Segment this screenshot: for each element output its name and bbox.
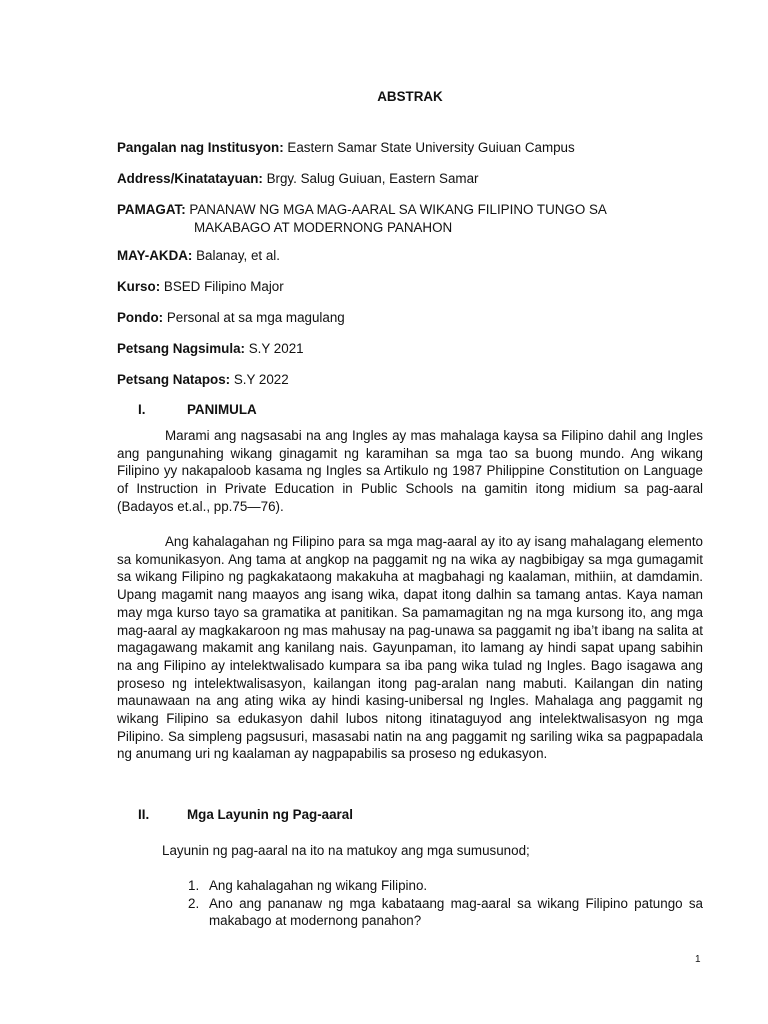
section-heading-layunin bbox=[138, 806, 353, 824]
list-item bbox=[162, 877, 703, 895]
field-value: S.Y 2022 bbox=[233, 372, 289, 387]
field-pondo bbox=[117, 309, 703, 327]
field-value: BSED Filipino Major bbox=[163, 279, 284, 294]
field-value: Personal at sa mga magulang bbox=[166, 310, 345, 325]
field-address bbox=[117, 170, 703, 188]
field-petsang-nagsimula bbox=[117, 340, 703, 358]
field-label: Pondo: bbox=[117, 310, 164, 325]
field-may-akda bbox=[117, 247, 703, 265]
field-petsang-natapos bbox=[117, 371, 703, 389]
field-institution bbox=[117, 139, 703, 157]
field-label: Address/Kinatatayuan: bbox=[117, 171, 263, 186]
list-number: 2. bbox=[188, 895, 200, 911]
section-number: II. bbox=[138, 807, 150, 822]
list-number: 1. bbox=[188, 878, 200, 893]
field-label: Petsang Nagsimula: bbox=[117, 341, 245, 356]
paragraph: Ang kahalagahan ng Filipino para sa mga mag-aaral ay ito ay isang mahalagang elemento sa komunikasyon. Ang tama at angkop na paggamit ng na wika ay nagbibigay sa mga gumagamit sa wikang Filipino ng pagkakataong makakuha at magbahagi ng kaalaman, mithiin, at damdamin. Upang magamit nang maayos ang isang wika, dapat itong dalhin sa tamang antas. Kaya naman may mga kurso tayo sa gramatika at panitikan. Sa pamamagitan ng na mga kursong ito, ang mga mag-aaral ay magkakaroon ng mas mahusay na pag-unawa sa paggamit ng iba’t ibang na salita at magagawang makamit ang kanilang nais. Gayunpaman, ito lamang ay hindi sapat upang sabihin na ang Filipino ay intelektwalisado kumpara sa iba pang wika tulad ng Ingles. Bago isagawa ang proseso ng intelektwalisasyon, kailangan itong pag-aralan nang mabuti. Kailangan din nating maunawaan na ang ating wika ay hindi kasing-unibersal ng Ingles. Mahalaga ang paggamit ng wikang Filipino sa edukasyon dahil lubos nitong itinataguyod ang intelektwalisasyon ng mga Pilipino. Sa simpleng pagsusuri, masasabi natin na ang paggamit ng sariling wika sa pagpapadala ng anumang uri ng kaalaman ay nagpapabilis sa proseso ng edukasyon. bbox=[117, 534, 703, 762]
field-value: S.Y 2021 bbox=[248, 341, 304, 356]
field-label: MAY-AKDA: bbox=[117, 248, 193, 263]
objectives-list bbox=[162, 877, 703, 930]
list-text: Ang kahalagahan ng wikang Filipino. bbox=[209, 878, 428, 893]
section-title: PANIMULA bbox=[187, 402, 257, 417]
field-label: Petsang Natapos: bbox=[117, 372, 231, 387]
objectives-intro: Layunin ng pag-aaral na ito na matukoy ang mga sumusunod; bbox=[162, 843, 530, 858]
field-value-line1: PANANAW NG MGA MAG-AARAL SA WIKANG FILIPINO TUNGO SA bbox=[189, 202, 607, 217]
field-value: Eastern Samar State University Guiuan Campus bbox=[287, 140, 575, 155]
field-value-line2: MAKABAGO AT MODERNONG PANAHON bbox=[194, 220, 453, 235]
paragraph: Marami ang nagsasabi na ang Ingles ay mas mahalaga kaysa sa Filipino dahil ang Ingles ang pangunahing wikang ginagamit ng karamihan sa mga tao sa buong mundo. Ang wikang Filipino yy nakapaloob kasama ng Ingles sa Artikulo ng 1987 Philippine Constitution on Language of Instruction in Private Education in Public Schools na gamitin itong midium sa pag-aaral (Badayos et.al., pp.75—76). bbox=[117, 428, 703, 514]
page-number: 1 bbox=[695, 954, 701, 965]
field-label: Kurso: bbox=[117, 279, 161, 294]
field-kurso bbox=[117, 278, 703, 296]
list-text: Ano ang pananaw ng mga kabataang mag-aaral sa wikang Filipino patungo sa makabago at modernong panahon? bbox=[209, 895, 703, 929]
section-number: I. bbox=[138, 402, 146, 417]
document-title: ABSTRAK bbox=[377, 89, 443, 104]
section-heading-panimula bbox=[138, 401, 257, 419]
field-label: Pangalan nag Institusyon: bbox=[117, 140, 284, 155]
field-pamagat bbox=[117, 201, 703, 237]
section-title: Mga Layunin ng Pag-aaral bbox=[187, 807, 353, 822]
field-label: PAMAGAT: bbox=[117, 202, 186, 217]
field-value: Balanay, et al. bbox=[196, 248, 280, 263]
list-item bbox=[162, 895, 703, 930]
field-value: Brgy. Salug Guiuan, Eastern Samar bbox=[266, 171, 479, 186]
